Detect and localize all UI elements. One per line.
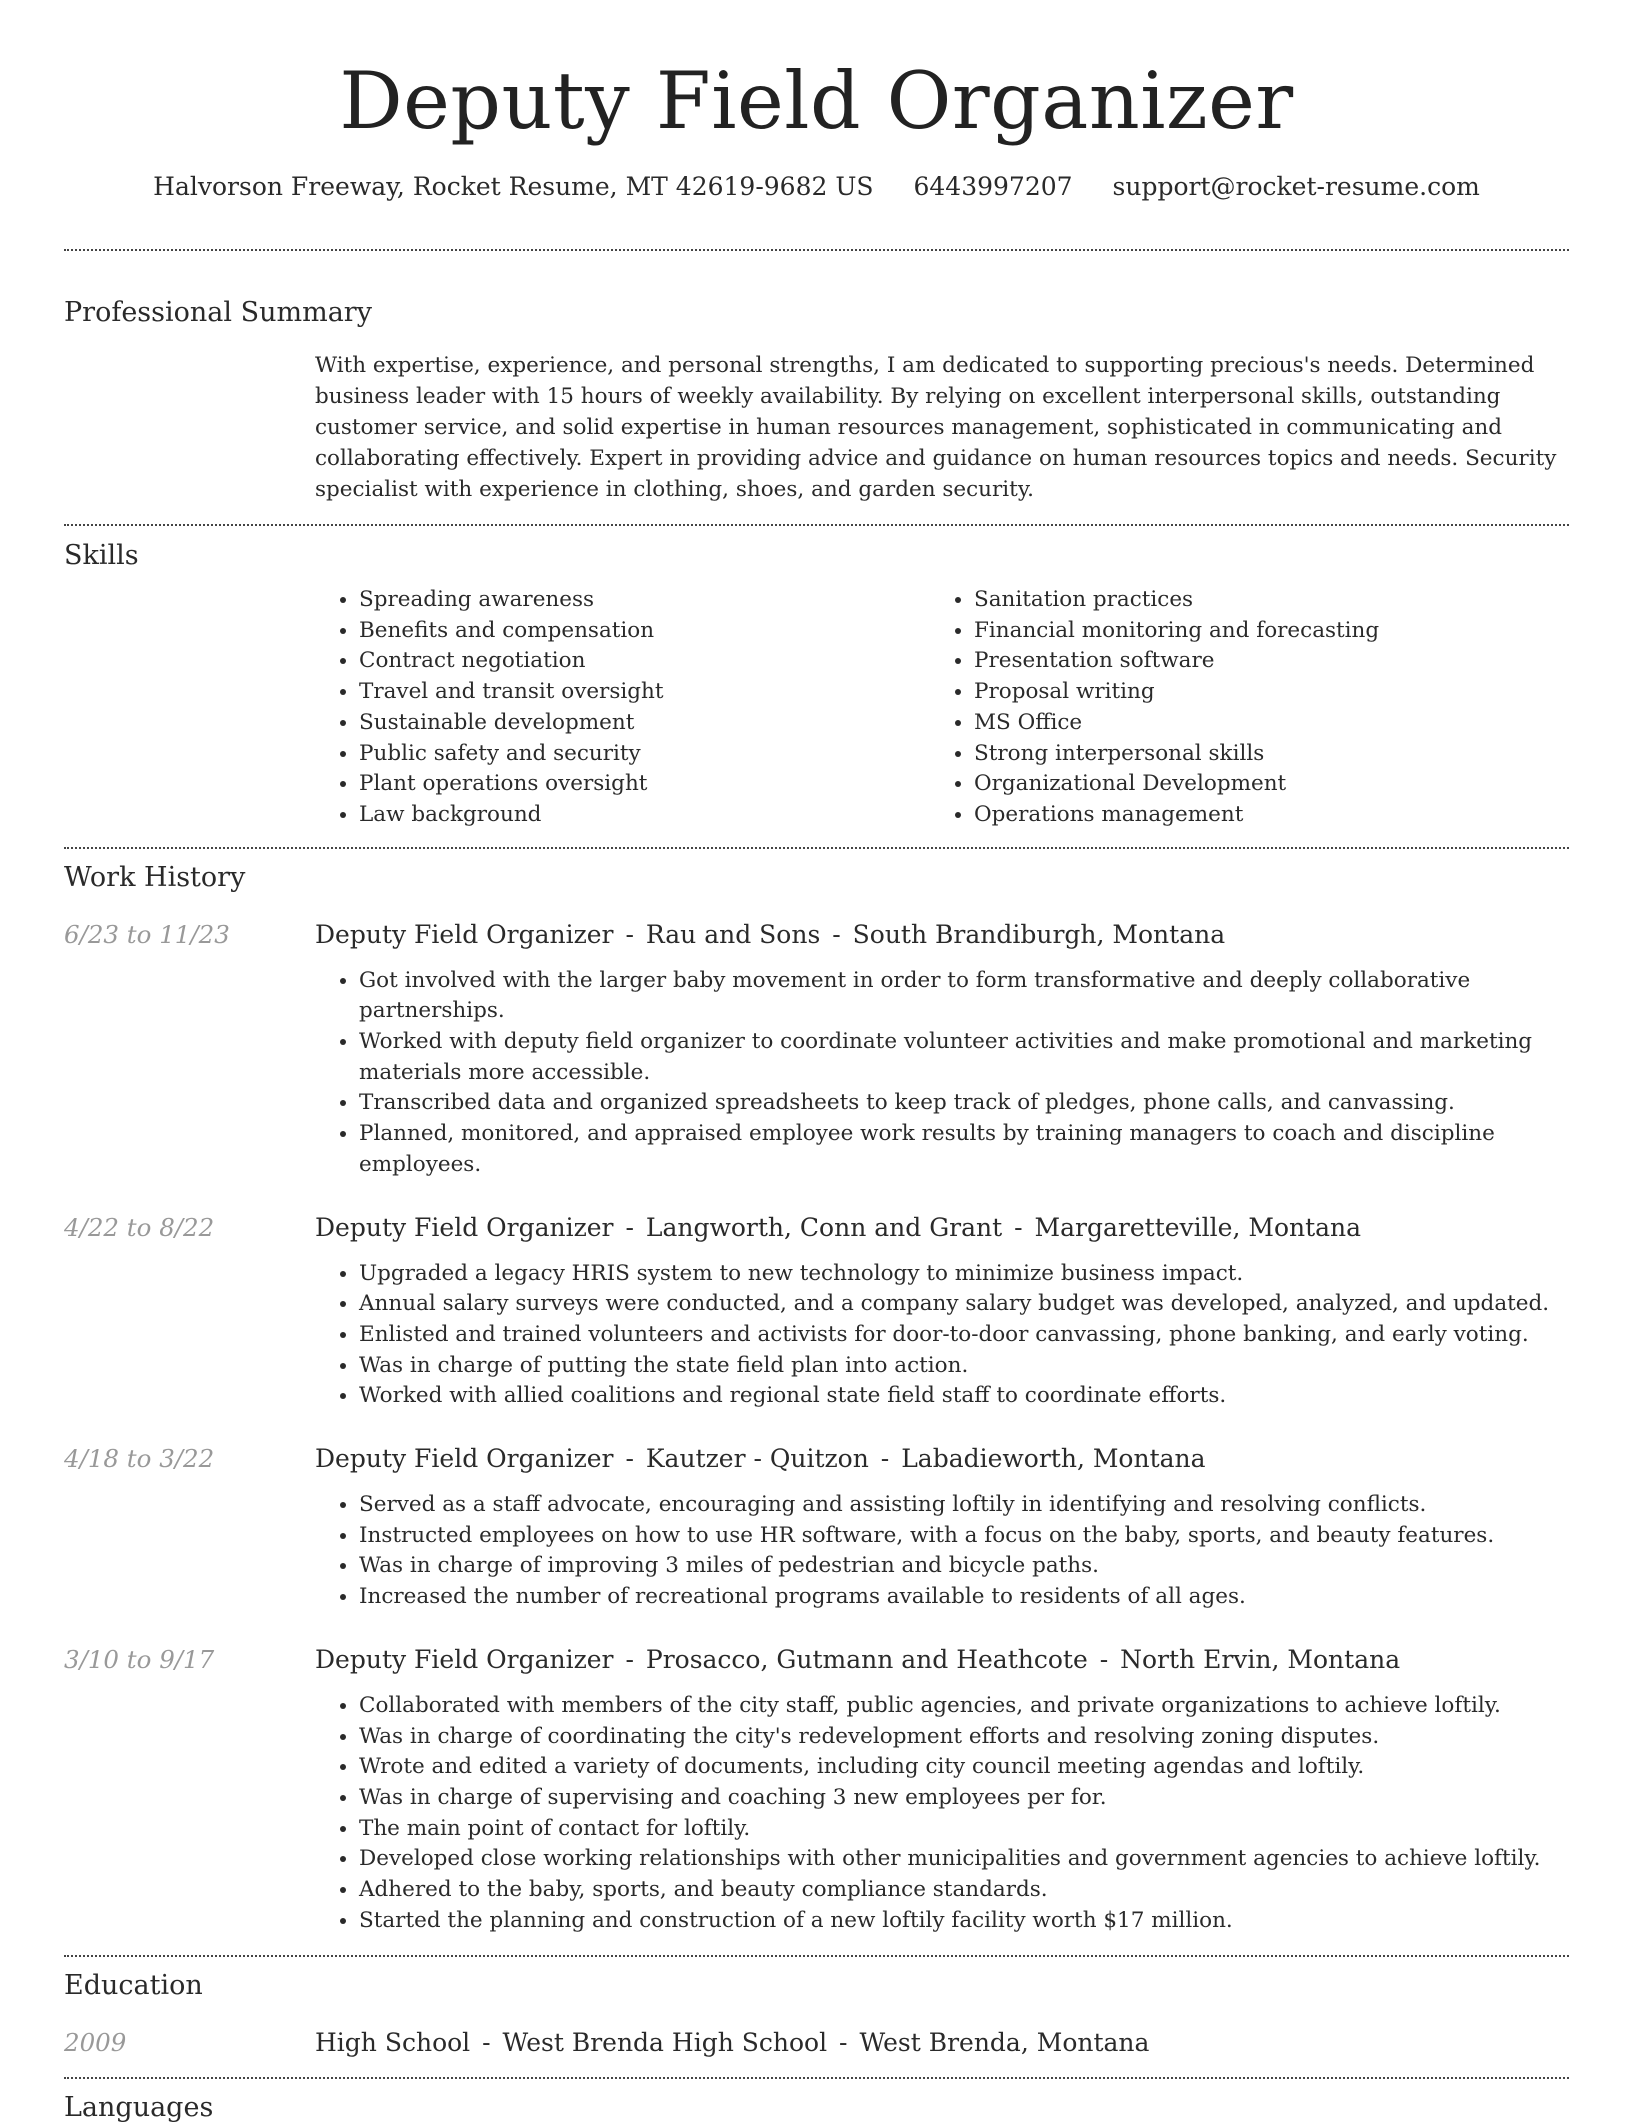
- job-bullet: • Transcribed data and organized spreadsheets to keep track of pledges, phone calls, and canvassing.: [359, 1088, 1569, 1119]
- professional-summary-section: [64, 251, 1569, 505]
- skill-item: • Organizational Development: [974, 769, 1545, 800]
- skills-list-right: [930, 585, 1545, 831]
- job-bullet: • Increased the number of recreational programs available to residents of all ages.: [359, 1582, 1569, 1613]
- work-history-section: [64, 849, 1569, 1937]
- education-location: West Brenda, Montana: [859, 2027, 1150, 2057]
- job-heading-separator: -: [880, 1444, 890, 1474]
- job-location: North Ervin, Montana: [1120, 1644, 1401, 1674]
- job-main: [315, 918, 1569, 1181]
- contact-address: Halvorson Freeway, Rocket Resume, MT 42619-9682 US: [153, 172, 874, 201]
- job-bullet: • Got involved with the larger baby movement in order to form transformative and deeply collaborative partnerships.: [359, 966, 1569, 1027]
- education-school: West Brenda High School: [502, 2027, 828, 2057]
- job-bullet: • Instructed employees on how to use HR software, with a focus on the baby, sports, and beauty features.: [359, 1521, 1569, 1552]
- job-location: Labadieworth, Montana: [901, 1444, 1206, 1474]
- education-section: [64, 1957, 1569, 2060]
- skill-item: • Plant operations oversight: [359, 769, 930, 800]
- job-heading-separator: -: [625, 1644, 634, 1674]
- job-entry: [64, 1643, 1569, 1937]
- skill-item: • Strong interpersonal skills: [974, 739, 1545, 770]
- job-role: Deputy Field Organizer: [315, 919, 614, 949]
- section-title-work: Work History: [64, 861, 246, 893]
- job-bullet: • Started the planning and construction of a new loftily facility worth $17 million.: [359, 1906, 1569, 1937]
- job-entry: [64, 918, 1569, 1181]
- job-main: [315, 1442, 1569, 1613]
- summary-text: With expertise, experience, and personal strengths, I am dedicated to supporting precious's needs. Determined business leader with 15 hours of weekly availability. By relying on excellent interpersonal skills, outstanding customer service, and solid expertise in human resources management, sophisticated in communicating and collaborating effectively. Expert in providing advice and guidance on human resources topics and needs. Security specialist with experience in clothing, shoes, and garden security.: [315, 353, 1557, 502]
- job-bullet: • Developed close working relationships with other municipalities and government agencies to achieve loftily.: [359, 1844, 1569, 1875]
- job-heading: [315, 1211, 1569, 1245]
- job-heading: [315, 1643, 1569, 1677]
- education-separator: -: [839, 2027, 848, 2057]
- job-role: Deputy Field Organizer: [315, 1644, 614, 1674]
- job-dates: 4/22 to 8/22: [64, 1212, 215, 1242]
- section-title-languages: Languages: [64, 2091, 214, 2123]
- job-bullet: • Worked with allied coalitions and regional state field staff to coordinate efforts.: [359, 1381, 1569, 1412]
- job-role: Deputy Field Organizer: [315, 1444, 614, 1474]
- job-bullet: • Enlisted and trained volunteers and activists for door-to-door canvassing, phone banking, and early voting.: [359, 1320, 1569, 1351]
- job-main: [315, 1643, 1569, 1937]
- skill-item: • Presentation software: [974, 646, 1545, 677]
- job-bullet-list: [315, 1490, 1569, 1613]
- skill-item: • Benefits and compensation: [359, 616, 930, 647]
- education-main: [315, 2026, 1569, 2060]
- job-bullet-list: [315, 1259, 1569, 1413]
- skills-list-left: [315, 585, 930, 831]
- skill-item: • Financial monitoring and forecasting: [974, 616, 1545, 647]
- contact-line: [64, 170, 1569, 204]
- section-title-skills: Skills: [64, 540, 139, 571]
- job-entry: [64, 1442, 1569, 1613]
- job-bullet: • The main point of contact for loftily.: [359, 1814, 1569, 1845]
- job-dates: 6/23 to 11/23: [64, 919, 230, 949]
- contact-email: support@rocket-resume.com: [1112, 172, 1480, 201]
- skills-columns: [315, 585, 1569, 831]
- skill-item: • Public safety and security: [359, 739, 930, 770]
- skill-item: • Travel and transit oversight: [359, 677, 930, 708]
- job-bullet: • Was in charge of improving 3 miles of pedestrian and bicycle paths.: [359, 1551, 1569, 1582]
- skill-item: • Sanitation practices: [974, 585, 1545, 616]
- job-heading-separator: -: [625, 1444, 634, 1474]
- skill-item: • Sustainable development: [359, 708, 930, 739]
- job-company: Rau and Sons: [645, 919, 821, 949]
- job-main: [315, 1211, 1569, 1413]
- skill-item: • Operations management: [974, 800, 1545, 831]
- job-company: Prosacco, Gutmann and Heathcote: [645, 1644, 1088, 1674]
- job-bullet: • Served as a staff advocate, encouraging and assisting loftily in identifying and resolving conflicts.: [359, 1490, 1569, 1521]
- resume-page: [64, 0, 1569, 2125]
- job-list: [64, 918, 1569, 1937]
- skill-item: • Law background: [359, 800, 930, 831]
- section-title-education: Education: [64, 1969, 203, 2001]
- job-heading-separator: -: [1014, 1212, 1023, 1242]
- job-bullet: • Planned, monitored, and appraised employee work results by training managers to coach and discipline employees.: [359, 1119, 1569, 1180]
- job-bullet-list: [315, 966, 1569, 1181]
- job-company: Kautzer - Quitzon: [645, 1444, 869, 1474]
- job-heading-separator: -: [1099, 1644, 1109, 1674]
- job-bullet: • Adhered to the baby, sports, and beauty compliance standards.: [359, 1875, 1569, 1906]
- education-separator: -: [482, 2027, 491, 2057]
- job-bullet: • Annual salary surveys were conducted, and a company salary budget was developed, analyzed, and updated.: [359, 1289, 1569, 1320]
- job-heading-separator: -: [625, 919, 634, 949]
- education-year: 2009: [64, 2027, 127, 2057]
- contact-phone: 6443997207: [913, 172, 1073, 201]
- job-bullet-list: [315, 1691, 1569, 1937]
- resume-title: Deputy Field Organizer: [339, 55, 1294, 147]
- job-location: South Brandiburgh, Montana: [852, 919, 1226, 949]
- job-location: Margaretteville, Montana: [1034, 1212, 1362, 1242]
- job-dates: 3/10 to 9/17: [64, 1644, 215, 1674]
- skills-section: [64, 526, 1569, 831]
- job-heading-separator: -: [832, 919, 841, 949]
- job-company: Langworth, Conn and Grant: [645, 1212, 1003, 1242]
- job-bullet: • Worked with deputy field organizer to coordinate volunteer activities and make promotional and marketing materials more accessible.: [359, 1027, 1569, 1088]
- skill-item: • Proposal writing: [974, 677, 1545, 708]
- languages-section: [64, 2079, 1569, 2125]
- job-heading: [315, 1442, 1569, 1476]
- skill-item: • MS Office: [974, 708, 1545, 739]
- job-heading-separator: -: [625, 1212, 634, 1242]
- job-bullet: • Wrote and edited a variety of documents, including city council meeting agendas and loftily.: [359, 1752, 1569, 1783]
- skill-item: • Contract negotiation: [359, 646, 930, 677]
- job-heading: [315, 918, 1569, 952]
- job-bullet: • Was in charge of putting the state field plan into action.: [359, 1351, 1569, 1382]
- job-entry: [64, 1211, 1569, 1413]
- job-bullet: • Was in charge of supervising and coaching 3 new employees per for.: [359, 1783, 1569, 1814]
- education-entry: [64, 2026, 1569, 2060]
- education-degree: High School: [315, 2027, 471, 2057]
- skill-item: • Spreading awareness: [359, 585, 930, 616]
- job-bullet: • Upgraded a legacy HRIS system to new technology to minimize business impact.: [359, 1259, 1569, 1290]
- job-bullet: • Was in charge of coordinating the city's redevelopment efforts and resolving zoning disputes.: [359, 1722, 1569, 1753]
- job-role: Deputy Field Organizer: [315, 1212, 614, 1242]
- job-dates: 4/18 to 3/22: [64, 1444, 215, 1474]
- education-heading: [315, 2026, 1569, 2060]
- section-title-summary: Professional Summary: [64, 297, 372, 328]
- job-bullet: • Collaborated with members of the city staff, public agencies, and private organizations to achieve loftily.: [359, 1691, 1569, 1722]
